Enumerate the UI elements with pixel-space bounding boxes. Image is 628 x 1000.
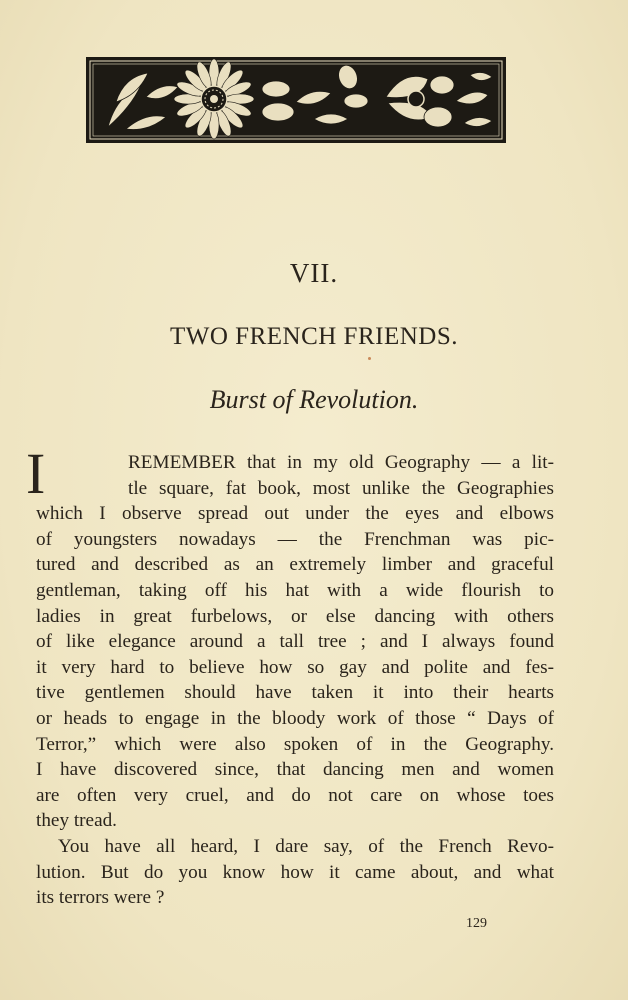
chapter-subtitle: Burst of Revolution.: [209, 385, 419, 414]
text-line: of like elegance around a tall tree ; and I always found: [36, 631, 554, 653]
text-line: its terrors were ?: [36, 887, 165, 909]
body-text: [36, 450, 554, 911]
text-line: I have discovered since, that dancing men and women: [36, 759, 554, 781]
text-line: they tread.: [36, 810, 117, 832]
text-line: which I observe spread out under the eyes and elbows: [36, 503, 554, 525]
text-line: Terror,” which were also spoken of in the Geography.: [36, 733, 554, 755]
drop-cap: I: [26, 441, 46, 506]
text-line: REMEMBER that in my old Geography — a lit-: [128, 452, 554, 473]
text-line: tured and described as an extremely limber and graceful: [36, 554, 554, 576]
text-line: lution. But do you know how it came about, and what: [36, 861, 554, 883]
text-line: are often very cruel, and do not care on whose toes: [36, 784, 554, 806]
chapter-title: TWO FRENCH FRIENDS.: [170, 323, 458, 350]
text-line: or heads to engage in the bloody work of those “ Days of: [36, 707, 554, 729]
page-number: 129: [466, 916, 487, 931]
text-line: You have all heard, I dare say, of the French Revo-: [58, 835, 554, 857]
text-line: tive gentlemen should have taken it into their hearts: [36, 682, 554, 704]
chapter-number: VII.: [289, 258, 339, 288]
text-line: of youngsters nowadays — the Frenchman was pic-: [36, 528, 554, 550]
ink-speck: [368, 357, 371, 360]
text-line: gentleman, taking off his hat with a wide flourish to: [36, 579, 554, 601]
text-line: tle square, fat book, most unlike the Geographies: [128, 477, 554, 499]
floral-ornament-banner: [86, 57, 506, 143]
text-line: it very hard to believe how so gay and polite and fes-: [36, 656, 554, 678]
text-line: ladies in great furbelows, or else dancing with others: [36, 605, 554, 627]
